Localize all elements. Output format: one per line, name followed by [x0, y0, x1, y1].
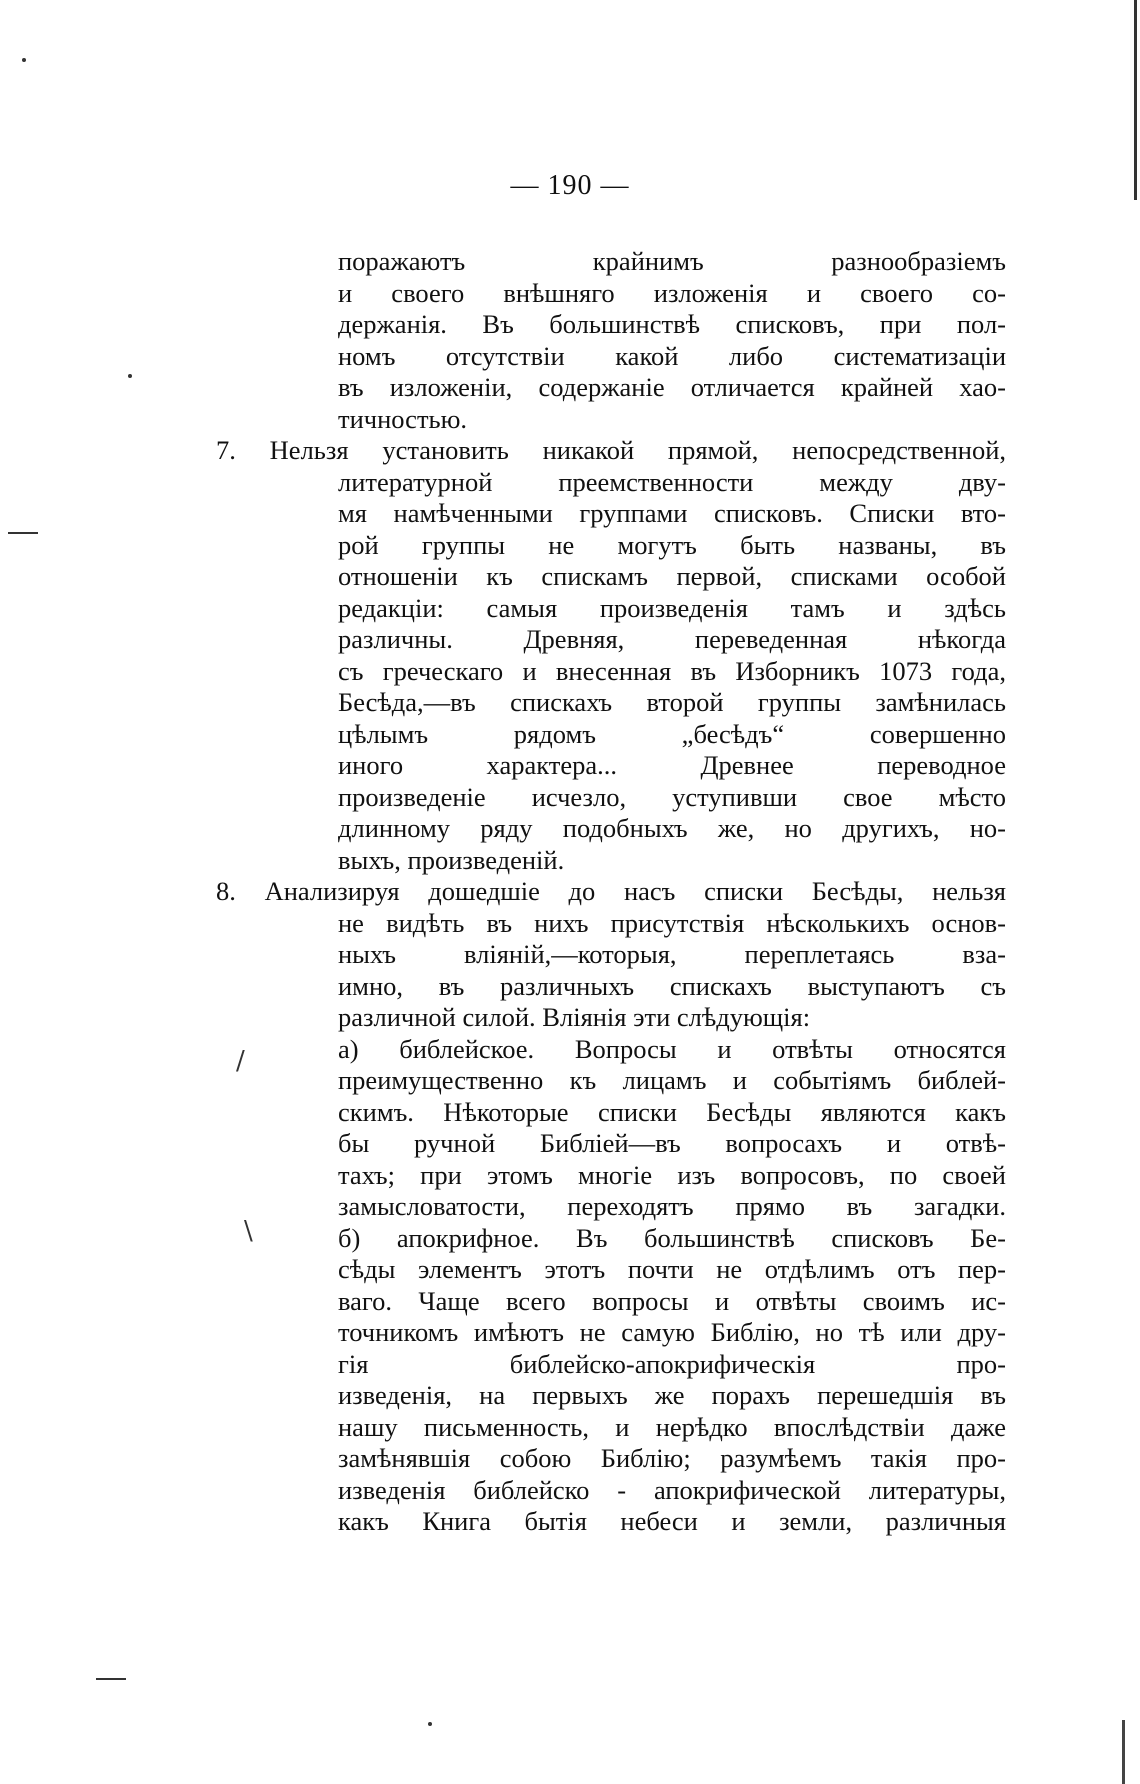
text-line: держанія. Въ большинствѣ списковъ, при пол- — [338, 309, 1006, 339]
text-line: отношеніи къ спискамъ первой, списками особой — [338, 561, 1006, 591]
speck — [128, 374, 132, 378]
text-line: номъ отсутствіи какой либо систематизаціи — [338, 340, 1006, 371]
text-line: редакціи: самыя произведенія тамъ и здѣсь — [338, 592, 1006, 623]
numbered-item-8: 8. Анализируя дошедшіе до насъ списки Бесѣды, нельзя — [216, 876, 1006, 906]
text-line: преимущественно къ лицамъ и событіямъ библей- — [338, 1065, 1006, 1095]
page-edge-line-bottom — [1122, 1720, 1125, 1784]
text-line: тичностью. — [338, 403, 468, 434]
text-line: литературной преемственности между дву- — [338, 466, 1006, 497]
text-line: замѣнявшія собою Библію; разумѣемъ такія про- — [338, 1443, 1006, 1473]
text-line: иного характера... Древнее переводное — [338, 750, 1006, 780]
margin-mark — [8, 532, 38, 534]
text-line: различной силой. Вліянія эти слѣдующія: — [338, 1002, 811, 1032]
text-line: замысловатости, переходятъ прямо въ загадки. — [338, 1191, 1006, 1221]
pencil-mark: / — [236, 1046, 245, 1076]
page-number: — 190 — — [510, 170, 630, 201]
text-line: нашу письменность, и нерѣдко впослѣдствіи даже — [338, 1411, 1006, 1442]
text-line: бы ручной Библіей—въ вопросахъ и отвѣ- — [338, 1128, 1006, 1158]
body-text — [216, 246, 1006, 1538]
text-line: точникомъ имѣютъ не самую Библію, но тѣ или дру- — [338, 1317, 1006, 1347]
text-line: тахъ; при этомъ многіе изъ вопросовъ, по своей — [338, 1159, 1006, 1190]
text-line: скимъ. Нѣкоторые списки Бесѣды являются какъ — [338, 1096, 1006, 1127]
text-line: изведенія, на первыхъ же порахъ перешедшія въ — [338, 1380, 1006, 1410]
text-line: рой группы не могутъ быть названы, въ — [338, 529, 1006, 560]
text-line: гія библейско-апокрифическія про- — [338, 1348, 1006, 1379]
text-line: различны. Древняя, переведенная нѣкогда — [338, 624, 1006, 654]
text-line: мя намѣченными группами списковъ. Списки вто- — [338, 498, 1006, 528]
text-line: ваго. Чаще всего вопросы и отвѣты своимъ ис- — [338, 1285, 1006, 1316]
text-line: ныхъ вліяній,—которыя, переплетаясь вза- — [338, 939, 1006, 969]
text-line: поражаютъ крайнимъ разнообразіемъ — [338, 246, 1006, 276]
pencil-mark: \ — [244, 1216, 253, 1246]
text-line: длинному ряду подобныхъ же, но другихъ, но- — [338, 813, 1006, 843]
text-line: въ изложеніи, содержаніе отличается крайней хао- — [338, 372, 1006, 402]
text-line: и своего внѣшняго изложенія и своего со- — [338, 277, 1006, 308]
speck — [22, 58, 26, 62]
numbered-item-7: 7. Нельзя установить никакой прямой, непосредственной, — [216, 435, 1006, 465]
margin-mark-bottom — [96, 1678, 126, 1680]
text-line: цѣлымъ рядомъ „бесѣдъ“ совершенно — [338, 718, 1006, 749]
text-line: съ греческаго и внесенная въ Изборникъ 1073 года, — [338, 655, 1006, 686]
text-line: не видѣть въ нихъ присутствія нѣсколькихъ основ- — [338, 907, 1006, 938]
text-line: произведеніе исчезло, уступивши свое мѣсто — [338, 781, 1006, 812]
speck — [428, 1722, 432, 1726]
text-line: выхъ, произведеній. — [338, 844, 565, 875]
sub-item-a: а) библейское. Вопросы и отвѣты относятся — [338, 1033, 1006, 1064]
text-line: имно, въ различныхъ спискахъ выступаютъ съ — [338, 970, 1006, 1001]
text-line: какъ Книга бытія небеси и земли, различныя — [338, 1506, 1006, 1536]
text-line: изведенія библейско - апокрифической литературы, — [338, 1474, 1006, 1505]
text-line: Бесѣда,—въ спискахъ второй группы замѣнилась — [338, 687, 1006, 717]
text-line: сѣды элементъ этотъ почти не отдѣлимъ отъ пер- — [338, 1254, 1006, 1284]
sub-item-b: б) апокрифное. Въ большинствѣ списковъ Бе- — [338, 1222, 1006, 1253]
